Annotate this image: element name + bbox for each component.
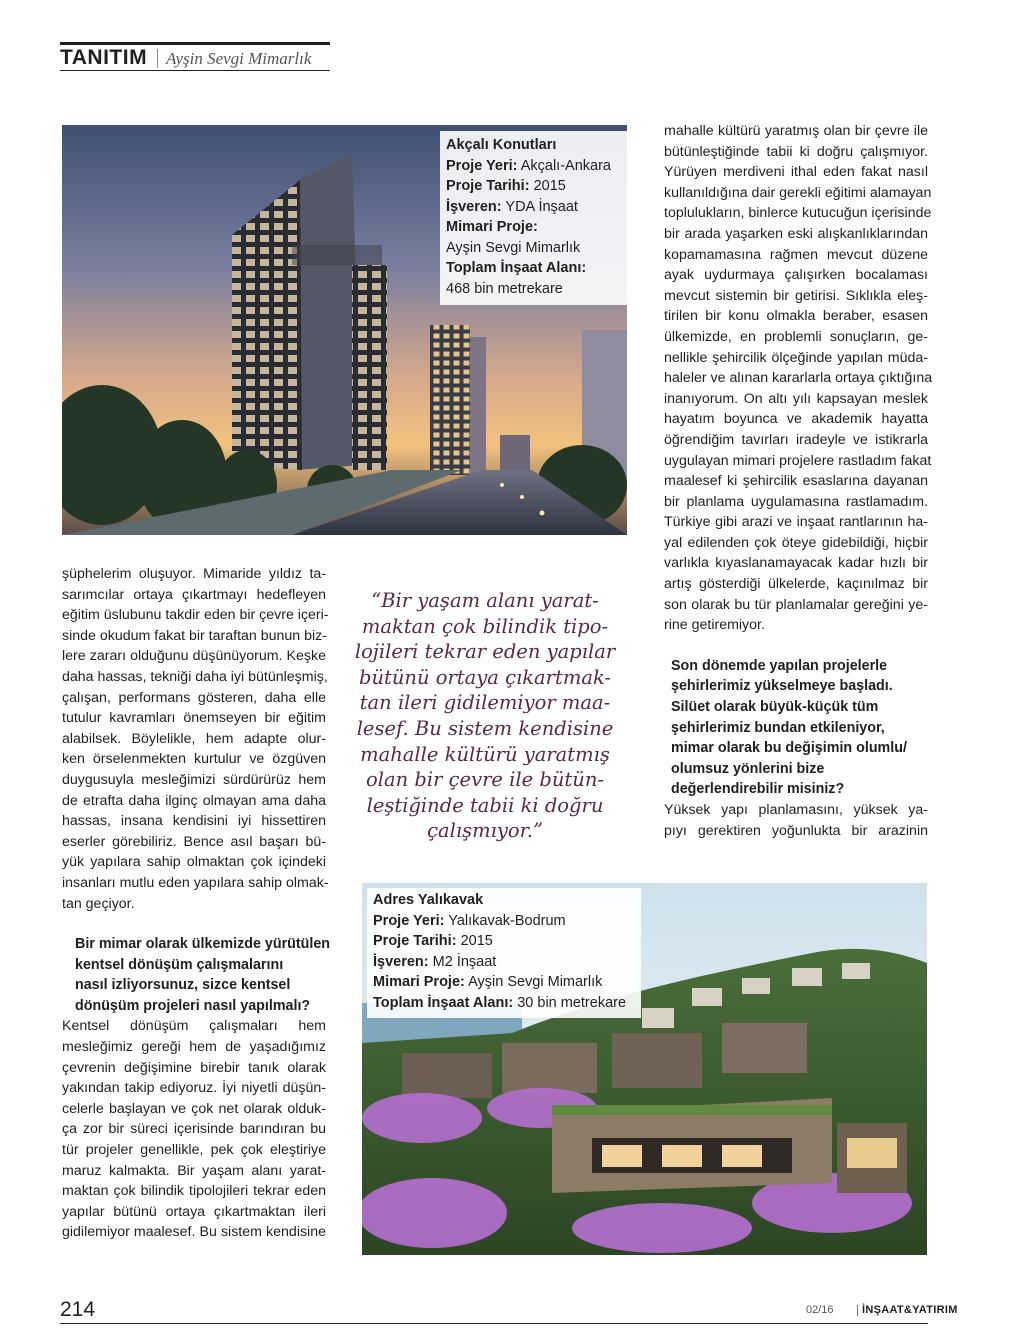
body-text-line: yakından takip ediyoruz. İyi niyetli düşün- <box>62 1080 326 1097</box>
body-text-line: insanları mutlu eden yapılara sahip olmak- <box>62 874 329 891</box>
body-text-line: alabilsek. Böylelikle, hem adapte olur- <box>62 730 326 747</box>
header-rule-bottom <box>60 70 330 71</box>
question-line: şehirlerimiz yükselmeye başladı. <box>671 678 893 695</box>
body-text-line: Yüksek yapı planlamasını, yüksek ya- <box>664 802 928 818</box>
body-text-line: haleler ve alınan kararlarla ortaya çıktığına <box>664 370 933 387</box>
akcali-employer: YDA İnşaat <box>505 198 578 215</box>
header-rule-top <box>60 42 330 45</box>
question-line: değerlendirebilir misiniz? <box>671 781 845 798</box>
left-column-paragraph-2 <box>62 1016 326 1243</box>
yalikavak-location-label: Proje Yeri: <box>373 912 445 929</box>
pull-quote-line: lojileri tekrar eden yapılar <box>354 640 616 664</box>
body-text-line: gidilemiyor maalesef. Bu sistem kendisine <box>62 1224 326 1241</box>
akcali-project-info <box>440 131 630 305</box>
body-text-line: maruz kalmakta. Bir yaşam alanı yarat- <box>62 1162 326 1179</box>
body-text-line: kullanıldığına dair gerekli eğitimi alamayan <box>664 184 932 201</box>
yalikavak-project-info <box>367 888 641 1018</box>
akcali-date: 2015 <box>533 178 566 194</box>
body-text-line: maktan çok bilindik tipolojileri tekrar eden <box>62 1183 326 1200</box>
pull-quote-line: leştiğinde tabii ki doğru <box>366 793 604 817</box>
body-text-line: öğrendiğim tavırları iradeyle ve istikrarla <box>664 431 928 448</box>
body-text-line: son olarak bu tür planlamalar gereğini ye- <box>664 596 928 613</box>
pull-quote-line: lesef. Bu sistem kendisine <box>356 716 614 740</box>
pull-quote-line: “Bir yaşam alanı yarat- <box>371 589 599 612</box>
body-text-line: uygulayan mimari projelere rastladım fakat <box>664 452 932 469</box>
body-text-line: şüphelerim oluşuyor. Mimaride yıldız ta- <box>62 566 326 582</box>
body-text-line: ülkemizde, en problemli sonuçların, ge- <box>664 328 928 345</box>
question-line: kentsel dönüşüm çalışmalarını <box>75 956 284 973</box>
question-line: olumsuz yönlerini bize <box>671 760 825 777</box>
body-text-line: bir planlama uygulamasına rastlamadım. <box>664 493 928 510</box>
yalikavak-architect: Ayşin Sevgi Mimarlık <box>468 974 603 990</box>
body-text-line: çalışan, performans gösteren, daha elle <box>62 689 326 706</box>
body-text-line: yapılar bütünü ortaya çıkartmaktan ileri <box>62 1203 326 1220</box>
question-line: Bir mimar olarak ülkemizde yürütülen <box>75 936 331 953</box>
pull-quote-line: maktan çok bilindik tipo- <box>361 614 609 638</box>
body-text-line: tirilen bir konu olmakla beraber, esasen <box>664 308 928 325</box>
body-text-line: artış gösterdiği ülkelerde, kaçınılmaz bir <box>664 576 928 593</box>
akcali-area-label: Toplam İnşaat Alanı: <box>446 260 587 276</box>
right-column-paragraph-2 <box>664 800 928 841</box>
body-text-line: yal edilenden çok öteye gidebildiği, hiçbir <box>664 534 928 551</box>
body-text-line: sinde okudum fakat bir taraftan bunun biz- <box>62 627 327 644</box>
footer-rule <box>60 1323 928 1324</box>
akcali-employer-label: İşveren: <box>446 198 502 215</box>
yalikavak-date-label: Proje Tarihi: <box>373 933 457 949</box>
akcali-architect: Ayşin Sevgi Mimarlık <box>446 239 581 256</box>
yalikavak-employer: M2 İnşaat <box>432 953 497 970</box>
akcali-location: Akçalı-Ankara <box>520 157 611 174</box>
body-text-line: nellikle şehircilik ölçeğinde yapılan müda- <box>664 349 928 366</box>
body-text-line: tutulur kavramları önemseyen bir eğitim <box>62 710 326 727</box>
body-text-line: inanıyorum. On altı yılı kapsayan meslek <box>664 390 928 407</box>
question-line: dönüşüm projeleri nasıl yapılmalı? <box>75 997 311 1014</box>
page-number: 214 <box>60 1298 96 1321</box>
pull-quote-line: çalışmıyor.” <box>427 819 543 843</box>
yalikavak-architect-label: Mimari Proje: <box>373 974 465 990</box>
yalikavak-area: 30 bin metrekare <box>517 994 627 1011</box>
body-text-line: yük yapılara sahip olmaktan çok içindeki <box>62 854 326 871</box>
body-text-line: mevcut sistemin bir getirisi. Sıklıkla eleş- <box>664 287 928 304</box>
body-text-line: Kentsel dönüşüm çalışmaları hem <box>62 1018 326 1035</box>
question-line: Silüet olarak büyük-küçük tüm <box>671 699 879 716</box>
body-text-line: tür projeler genellikle, pek çok eleştiriye <box>62 1142 326 1159</box>
body-text-line: Yürüyen merdiveni ithal eden fakat nasıl <box>664 164 928 181</box>
body-text-line: eserler görebiliriz. Bence asıl başarı bü- <box>62 833 326 850</box>
body-text-line: ken örselenmekten kurtulur ve özgüven <box>62 751 326 768</box>
question-line: Son dönemde yapılan projelerle <box>671 657 888 674</box>
left-column-paragraph-1 <box>62 564 329 914</box>
issue-number: 02/16 <box>806 1304 834 1316</box>
body-text-line: daha hassas, tekniği daha iyi bütünleşmiş, <box>62 668 328 685</box>
body-text-line: eğitim üslubunu takdir eden bir çevre içeri- <box>62 607 329 624</box>
body-text-line: Türkiye gibi arazi ve inşaat rantlarının ha- <box>664 514 928 531</box>
body-text-line: tan geçiyor. <box>62 895 135 912</box>
yalikavak-employer-label: İşveren: <box>373 953 429 970</box>
body-text-line: toplulukların, binlerce kutucuğun içerisinde <box>664 205 932 222</box>
body-text-line: hayatım boyunca ve akademik hayatta <box>664 411 928 428</box>
akcali-project-name: Akçalı Konutları <box>446 137 557 153</box>
pull-quote-line: tan ileri gidilemiyor maa- <box>359 691 611 715</box>
body-text-line: rine getiremiyor. <box>664 617 765 634</box>
body-text-line: çevrenin değişimine birebir tanık olarak <box>62 1059 326 1076</box>
left-column-question <box>75 934 331 1016</box>
body-text-line: hassas, insana kendisini iyi hissettiren <box>62 813 326 830</box>
body-text-line: celerle başlayan ve çok net olarak olduk- <box>62 1100 326 1117</box>
body-text-line: pıyı gerektiren yoğunlukta bir arazinin <box>664 822 928 839</box>
pull-quote <box>335 588 635 844</box>
header-separator <box>157 49 158 68</box>
body-text-line: bütünleştiğinde tabii ki doğru çalışmıyor. <box>664 143 928 160</box>
section-subtitle: Ayşin Sevgi Mimarlık <box>166 49 312 68</box>
akcali-location-label: Proje Yeri: <box>446 157 518 174</box>
pull-quote-line: bütünü ortaya çıkartmak- <box>358 665 612 689</box>
yalikavak-project-name: Adres Yalıkavak <box>373 892 484 908</box>
akcali-architect-label: Mimari Proje: <box>446 219 538 235</box>
body-text-line: bir arada yaşarken eski alışkanlıklarından <box>664 225 928 242</box>
question-line: mimar olarak bu değişimin olumlu/ <box>671 740 907 757</box>
question-line: şehirlerimiz bundan etkileniyor, <box>671 719 885 736</box>
question-line: nasıl izliyorsunuz, sizce kentsel <box>75 977 291 994</box>
pull-quote-line: olan bir çevre ile bütün- <box>366 768 604 792</box>
body-text-line: mahalle kültürü yaratmış olan bir çevre ile <box>664 123 928 139</box>
right-column-question <box>671 656 928 800</box>
right-column <box>664 121 933 841</box>
body-text-line: duygusuyla mesleğimizi sürdürürüz hem <box>62 771 326 788</box>
body-text-line: varlıkla kıyaslanamayacak kadar hızlı bir <box>664 555 928 572</box>
body-text-line: ça zor bir süreci içerisinde barındıran bu <box>62 1121 326 1138</box>
section-title: TANITIM <box>60 46 148 69</box>
akcali-area: 468 bin metrekare <box>446 280 563 297</box>
yalikavak-location: Yalıkavak-Bodrum <box>448 912 566 929</box>
body-text-line: maalesef ki şehircilik esaslarına dayanan <box>664 473 928 490</box>
yalikavak-area-label: Toplam İnşaat Alanı: <box>373 994 514 1011</box>
body-text-line: lere zararı olduğunu düşünüyorum. Keşke <box>62 648 326 665</box>
body-text-line: ayak uydurmaya çalışırken bocalaması <box>664 267 928 284</box>
body-text-line: de etrafta daha ilginç olmayan ama daha <box>62 792 326 809</box>
magazine-name: İNŞAAT&YATIRIM <box>862 1304 958 1316</box>
body-text-line: sarımcılar ortaya çıkartmayı hedefleyen <box>62 586 326 603</box>
left-column <box>62 564 331 1243</box>
yalikavak-date: 2015 <box>460 933 493 949</box>
right-column-paragraph-1 <box>664 121 933 636</box>
pull-quote-line: mahalle kültürü yaratmış <box>360 742 610 766</box>
akcali-date-label: Proje Tarihi: <box>446 178 530 194</box>
body-text-line: mesleğimiz gereği hem de yaşadığımız <box>62 1039 326 1056</box>
body-text-line: kopamamasına rağmen mevcut düzene <box>664 246 928 263</box>
footer-separator <box>857 1305 858 1316</box>
